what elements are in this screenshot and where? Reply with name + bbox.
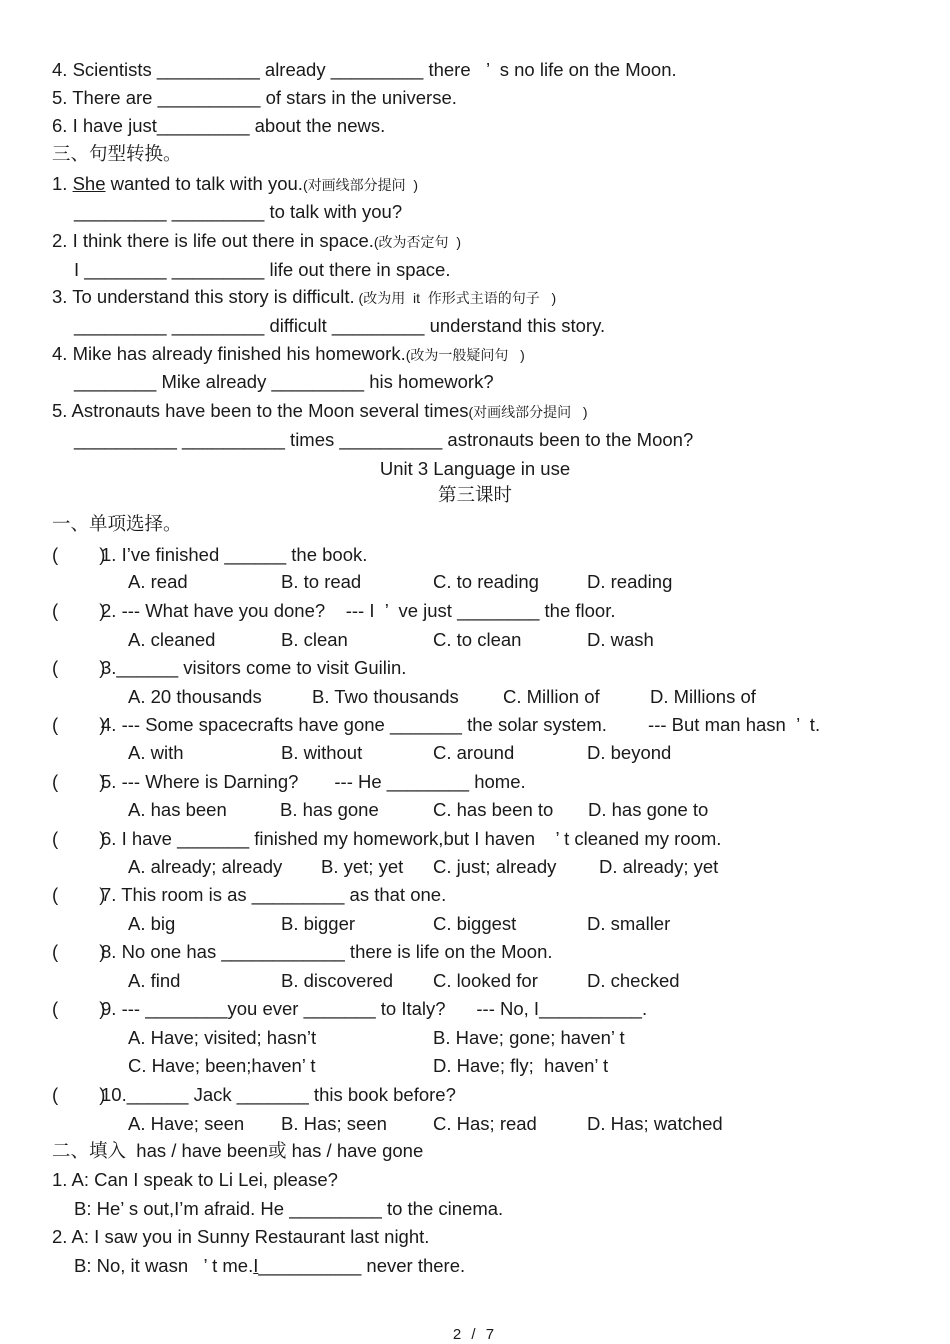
mcq-7-option-d: D. smaller: [587, 913, 671, 934]
mcq-6-option-a: A. already; already: [128, 856, 283, 877]
mcq-6-option-b: B. yet; yet: [321, 856, 404, 877]
transform-q5: [52, 400, 588, 423]
answer-paren: ( ): [52, 828, 106, 849]
mcq-5-option-c: C. has been to: [433, 799, 554, 820]
mcq-9-option-d: D. Have; fly; haven’ t: [433, 1055, 609, 1076]
transform-q3: [52, 286, 556, 309]
q5-instruction: (对画线部分提问 ): [468, 404, 588, 420]
fill-item-5: 5. There are __________ of stars in the universe.: [52, 87, 457, 108]
q1-number: 1.: [52, 173, 73, 194]
page-number: 2 / 7: [452, 1326, 498, 1343]
answer-paren: ( ): [52, 941, 106, 962]
mcq-10-option-b: B. Has; seen: [281, 1113, 387, 1134]
transform-a2: I ________ _________ life out there in space.: [74, 259, 451, 280]
unit-subtitle: 第三课时: [437, 484, 512, 505]
q4-instruction: (改为一般疑问句 ): [405, 347, 525, 363]
q1-instruction: (对画线部分提问 ): [302, 177, 419, 193]
answer-paren: ( ): [52, 771, 106, 792]
mcq-question-8: 8. No one has ____________ there is life on the Moon.: [101, 941, 553, 962]
transform-a1: _________ _________ to talk with you?: [74, 201, 403, 222]
q3-instruction: (改为用 it 作形式主语的句子 ): [354, 290, 557, 306]
mcq-question-2: 2. --- What have you done? --- I ’ ve just ________ the floor.: [101, 600, 616, 621]
mcq-4-option-c: C. around: [433, 742, 515, 763]
mcq-3-option-b: B. Two thousands: [312, 686, 459, 707]
section2-heading: 二、填入 has / have been或 has / have gone: [52, 1140, 424, 1161]
mcq-4-option-a: A. with: [128, 742, 184, 763]
mcq-10-option-a: A. Have; seen: [128, 1113, 245, 1134]
mcq-3-option-a: A. 20 thousands: [128, 686, 262, 707]
mcq-question-9: 9. --- ________you ever _______ to Italy? --- No, I__________.: [101, 998, 648, 1019]
q4-text: 4. Mike has already finished his homework.: [52, 343, 406, 364]
mcq-5-option-a: A. has been: [128, 799, 227, 820]
mcq-3-option-d: D. Millions of: [650, 686, 756, 707]
mcq-10-option-d: D. Has; watched: [587, 1113, 723, 1134]
transform-q4: [52, 343, 525, 366]
mcq-question-6: 6. I have _______ finished my homework,but I haven ’ t cleaned my room.: [101, 828, 722, 849]
mcq-5-option-b: B. has gone: [280, 799, 379, 820]
mcq-2-option-d: D. wash: [587, 629, 654, 650]
mcq-10-option-c: C. Has; read: [433, 1113, 537, 1134]
mcq-1-option-b: B. to read: [281, 571, 362, 592]
mcq-question-1: 1. I’ve finished ______ the book.: [101, 544, 368, 565]
answer-paren: ( ): [52, 657, 106, 678]
dialog2-line-a: 2. A: I saw you in Sunny Restaurant last night.: [52, 1226, 430, 1247]
dialog1-line-a: 1. A: Can I speak to Li Lei, please?: [52, 1169, 338, 1190]
mcq-4-option-d: D. beyond: [587, 742, 672, 763]
mcq-question-7: 7. This room is as _________ as that one.: [101, 884, 447, 905]
mcq-3-option-c: C. Million of: [503, 686, 600, 707]
answer-paren: ( ): [52, 714, 106, 735]
transform-a3: _________ _________ difficult _________ understand this story.: [74, 315, 606, 336]
transform-q2: [52, 230, 461, 253]
mcq-8-option-c: C. looked for: [433, 970, 538, 991]
q5-text: 5. Astronauts have been to the Moon several times: [52, 400, 469, 421]
mcq-question-10: 10.______ Jack _______ this book before?: [101, 1084, 456, 1105]
unit-title: Unit 3 Language in use: [379, 458, 571, 479]
q3-text: 3. To understand this story is difficult.: [52, 286, 355, 307]
mcq-question-3: 3.______ visitors come to visit Guilin.: [101, 657, 407, 678]
transform-a4: ________ Mike already _________ his homework?: [74, 371, 494, 392]
mcq-1-option-c: C. to reading: [433, 571, 539, 592]
mcq-2-option-b: B. clean: [281, 629, 348, 650]
answer-paren: ( ): [52, 884, 106, 905]
mcq-8-option-b: B. discovered: [281, 970, 394, 991]
answer-paren: ( ): [52, 998, 106, 1019]
fill-item-6: 6. I have just_________ about the news.: [52, 115, 386, 136]
mcq-7-option-b: B. bigger: [281, 913, 356, 934]
mcq-5-option-d: D. has gone to: [588, 799, 709, 820]
mcq-1-option-d: D. reading: [587, 571, 673, 592]
answer-paren: ( ): [52, 1084, 106, 1105]
mcq-4-option-b: B. without: [281, 742, 363, 763]
mcq-question-4: 4. --- Some spacecrafts have gone _______ the solar system. --- But man hasn ’ t.: [101, 714, 821, 735]
mcq-6-option-c: C. just; already: [433, 856, 557, 877]
answer-paren: ( ): [52, 544, 106, 565]
mcq-2-option-c: C. to clean: [433, 629, 522, 650]
section1-heading: 一、单项选择。: [52, 513, 182, 534]
mcq-6-option-d: D. already; yet: [599, 856, 719, 877]
mcq-2-option-a: A. cleaned: [128, 629, 216, 650]
mcq-1-option-a: A. read: [128, 571, 188, 592]
section3-heading: 三、句型转换。: [52, 143, 182, 164]
fill-item-4: 4. Scientists __________ already _________ there ’ s no life on the Moon.: [52, 59, 677, 80]
dialog2-b-rest: __________ never there.: [258, 1255, 466, 1276]
dialog2-line-b: [74, 1255, 465, 1277]
mcq-8-option-d: D. checked: [587, 970, 680, 991]
mcq-9-option-b: B. Have; gone; haven’ t: [433, 1027, 625, 1048]
q1-underlined-subject: She: [72, 173, 106, 194]
q2-instruction: (改为否定句 ): [373, 234, 461, 250]
answer-paren: ( ): [52, 600, 106, 621]
mcq-question-5: 5. --- Where is Darning? --- He ________ home.: [101, 771, 526, 792]
mcq-7-option-c: C. biggest: [433, 913, 517, 934]
mcq-7-option-a: A. big: [128, 913, 176, 934]
transform-q1: [52, 173, 418, 196]
mcq-8-option-a: A. find: [128, 970, 181, 991]
q1-text: wanted to talk with you.: [105, 173, 303, 194]
transform-a5: __________ __________ times __________ astronauts been to the Moon?: [74, 429, 694, 450]
dialog2-b-start: B: No, it wasn ’ t me.: [74, 1255, 254, 1276]
mcq-9-option-a: A. Have; visited; hasn’t: [128, 1027, 317, 1048]
dialog2-b-underlined: I: [253, 1255, 259, 1276]
mcq-9-option-c: C. Have; been;haven’ t: [128, 1055, 316, 1076]
q2-text: 2. I think there is life out there in space.: [52, 230, 374, 251]
dialog1-line-b: B: He’ s out,I’m afraid. He _________ to the cinema.: [74, 1198, 504, 1219]
